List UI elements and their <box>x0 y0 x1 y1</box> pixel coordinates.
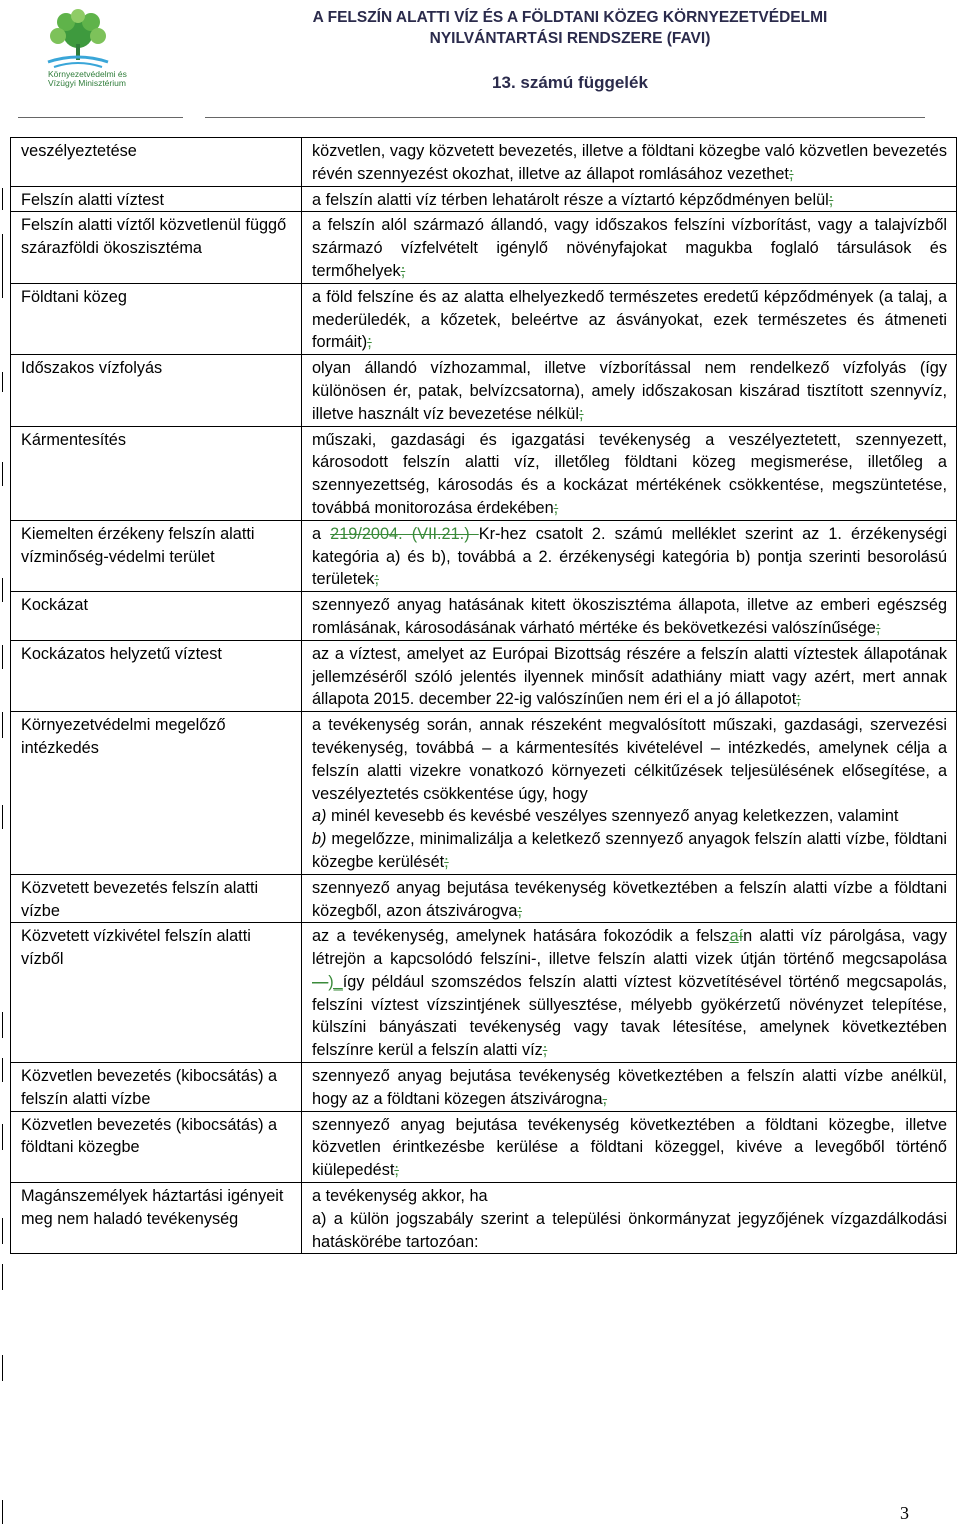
definition-cell: a 219/2004. (VII.21.) Kr-hez csatolt 2. számú melléklet szerint az 1. érzékenységi kategória a) és b), továbbá a 2. érzékenységi kategória b) pontja szerinti besorolású területek; <box>302 520 957 591</box>
change-bar <box>2 1500 3 1524</box>
definition-cell: szennyező anyag bejutása tevékenység következtében a felszín alatti vízbe a földtani közegből, azon átszivárogva; <box>302 874 957 923</box>
table-row <box>11 186 957 212</box>
table-row <box>11 426 957 520</box>
definition-cell: szennyező anyag hatásának kitett ökoszisztéma állapota, illetve az emberi egészség romlásának, károsodásának várható mértéke és bekövetkezési valószínűsége; <box>302 592 957 641</box>
table-row <box>11 520 957 591</box>
definition-cell: műszaki, gazdasági és igazgatási tevékenység a veszélyeztetett, szennyezett, károsodott felszín alatti víz, illetőleg földtani közeg megismerése, illetőleg a szennyezettség, károsodás és a kockázat mértékének csökkentése, megszüntetése, továbbá monitorozása érdekében; <box>302 426 957 520</box>
term-cell: Kármentesítés <box>11 426 302 520</box>
change-bar <box>2 234 3 298</box>
header-rule-left <box>18 117 183 118</box>
change-bar <box>2 462 3 486</box>
definitions-table <box>10 137 957 1254</box>
change-bar <box>2 372 3 392</box>
term-cell: Közvetett vízkivétel felszín alatti vízből <box>11 923 302 1063</box>
change-bar <box>2 1355 3 1381</box>
definition-cell: a föld felszíne és az alatta elhelyezkedő természetes eredetű képződmények (a talaj, a mederüledék, a kőzetek, beleértve az ásványokat, ezek természetes és átmeneti formáit); <box>302 283 957 354</box>
table-row <box>11 712 957 875</box>
term-cell: Időszakos vízfolyás <box>11 355 302 426</box>
table-row <box>11 592 957 641</box>
change-bar <box>2 1264 3 1290</box>
term-cell: Kockázat <box>11 592 302 641</box>
appendix-title: 13. számú függelék <box>492 73 648 92</box>
table-row <box>11 874 957 923</box>
definition-cell: a felszín alatti víz térben lehatárolt része a víztartó képződményen belül; <box>302 186 957 212</box>
change-bar <box>2 578 3 602</box>
logo-text: Környezetvédelmi és Vízügyi Minisztérium <box>48 69 127 88</box>
term-cell: Magánszemélyek háztartási igényeit meg nem haladó tevékenység <box>11 1183 302 1254</box>
change-bar <box>2 712 3 738</box>
change-bar <box>2 1058 3 1082</box>
term-cell: Közvetlen bevezetés (kibocsátás) a földtani közegbe <box>11 1111 302 1182</box>
page-number: 3 <box>900 1503 909 1523</box>
table-row <box>11 1063 957 1112</box>
table-row <box>11 138 957 187</box>
definition-cell: a tevékenység akkor, ha a) a külön jogszabály szerint a települési önkormányzat jegyzőjének vízgazdálkodási hatáskörébe tartozóan: <box>302 1183 957 1254</box>
document-title <box>240 7 900 49</box>
term-cell: Földtani közeg <box>11 283 302 354</box>
change-bar <box>2 805 3 829</box>
term-cell: Környezetvédelmi megelőző intézkedés <box>11 712 302 875</box>
definition-cell: olyan állandó vízhozammal, illetve vízborítással nem rendelkező vízfolyás (így különösen ér, patak, belvízcsatorna), amely időszakosan kiszárad tisztított szennyvíz, illetve használt víz bevezetése nélkül; <box>302 355 957 426</box>
definition-cell: szennyező anyag bejutása tevékenység következtében a felszín alatti vízbe anélkül, hogy az a földtani közegen átszivárogna, <box>302 1063 957 1112</box>
table-row <box>11 355 957 426</box>
table-row <box>11 283 957 354</box>
table-row <box>11 1183 957 1254</box>
title-line-2: NYILVÁNTARTÁSI RENDSZERE (FAVI) <box>429 30 711 47</box>
change-bar <box>2 1218 3 1244</box>
definition-cell: az a víztest, amelyet az Európai Bizottság részére a felszín alatti víztestek állapotának jellemzéséről szóló jelentés ilyennek minősít adathiány miatt vagy azért, mert annak állapota 2015. december 22-ig valószínűen nem éri el a jó állapotot; <box>302 640 957 711</box>
change-bar <box>2 645 3 669</box>
definition-cell: közvetlen, vagy közvetett bevezetés, illetve a földtani közegbe való közvetlen bevezetés révén szennyezést okozhat, illetve az állapot romlásához vezethet; <box>302 138 957 187</box>
title-line-1: A FELSZÍN ALATTI VÍZ ÉS A FÖLDTANI KÖZEG KÖRNYEZETVÉDELMI <box>312 9 828 26</box>
change-bar <box>2 188 3 210</box>
change-bar <box>2 1124 3 1150</box>
term-cell: Közvetett bevezetés felszín alatti vízbe <box>11 874 302 923</box>
ministry-logo <box>38 8 148 104</box>
definition-cell: az a tevékenység, amelynek hatására fokozódik a felszaín alatti víz párolgása, vagy létrejön a kapcsolódó felszíni-, illetve felszín alatti vizek útján történő megcsapolása—)_így például szomszédos felszín alatti víztest közvetítésével történő megcsapolás, felszíni víztest vízszintjének süllyesztése, mélyebb gyökérzetű növényzet telepítése, külszíni bányászati tevékenység vagy tavak létesítése, amelynek következtében felszínre kerül a felszín alatti víz; <box>302 923 957 1063</box>
term-cell: Kiemelten érzékeny felszín alatti vízminőség-védelmi terület <box>11 520 302 591</box>
table-row <box>11 212 957 283</box>
header-rule-right <box>205 117 925 118</box>
definition-cell: a felszín alól származó állandó, vagy időszakos felszíni vízborítást, vagy a talajvízből származó vízfelvételt igénylő növényfajokat magukba foglaló társulások és termőhelyek; <box>302 212 957 283</box>
table-row <box>11 1111 957 1182</box>
term-cell: Kockázatos helyzetű víztest <box>11 640 302 711</box>
term-cell: Felszín alatti víztest <box>11 186 302 212</box>
definition-cell: szennyező anyag bejutása tevékenység következtében a földtani közegbe, illetve közvetlen érintkezésbe kerülése a földtani közeggel, kivéve a levegőből történő kiülepedést; <box>302 1111 957 1182</box>
table-row <box>11 640 957 711</box>
table-row <box>11 923 957 1063</box>
term-cell: Felszín alatti víztől közvetlenül függő szárazföldi ökoszisztéma <box>11 212 302 283</box>
term-cell: Közvetlen bevezetés (kibocsátás) a felszín alatti vízbe <box>11 1063 302 1112</box>
definition-cell: a tevékenység során, annak részeként megvalósított műszaki, gazdasági, szervezési tevékenység, továbbá – a kármentesítés kivételével – intézkedés, amelynek célja a felszín alatti vizekre vonatkozó környezeti célkitűzések teljesülésének elősegítése, a veszélyeztetés csökkentése úgy, hogy a) minél kevesebb és kevésbé veszélyes szennyező anyag keletkezzen, valamint b) megelőzze, minimalizálja a keletkező szennyező anyagok felszín alatti vízbe, földtani közegbe kerülését; <box>302 712 957 875</box>
term-cell: veszélyeztetése <box>11 138 302 187</box>
change-bar <box>2 1012 3 1038</box>
